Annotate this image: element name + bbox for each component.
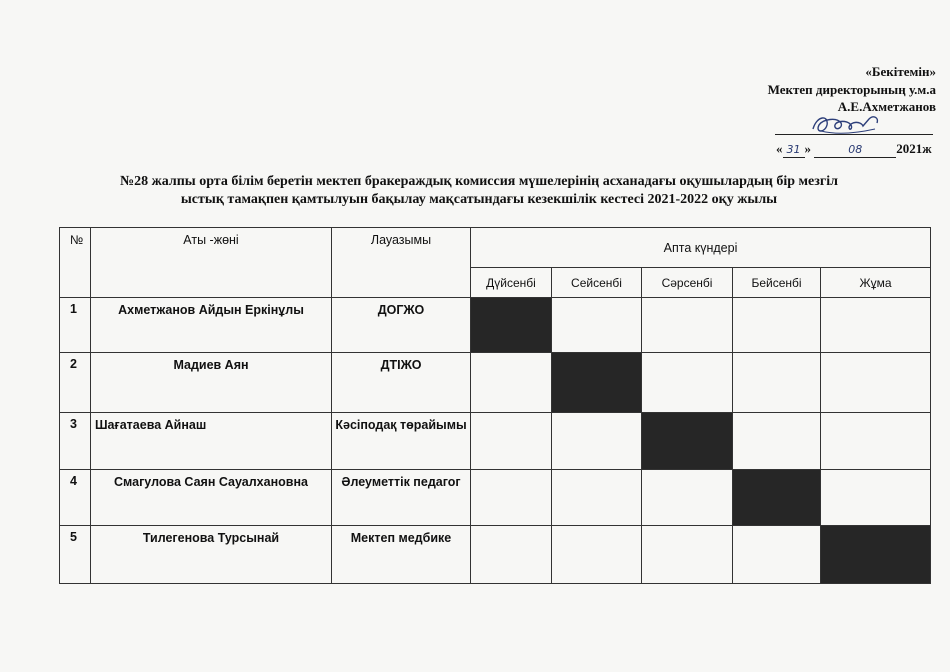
date-day: 31 [786, 143, 801, 156]
header-number: № [60, 228, 91, 298]
day-thursday: Бейсенбі [733, 268, 821, 298]
title-line-2: ыстық тамақпен қамтылуын бақылау мақсатындағы кезекшілік кестесі 2021-2022 оқу жылы [180, 191, 778, 207]
date-year: 2021ж [896, 141, 932, 156]
row-number: 2 [60, 353, 91, 413]
duty-cell [733, 353, 821, 413]
signature-icon [807, 111, 887, 139]
table-row [60, 413, 931, 470]
duty-cell [552, 298, 642, 353]
header-position: Лауазымы [332, 228, 471, 298]
duty-cell [552, 526, 642, 584]
row-number: 1 [60, 298, 91, 353]
duty-cell-assigned [642, 413, 733, 470]
duty-cell [733, 298, 821, 353]
approval-date [776, 141, 936, 158]
approval-heading: «Бекітемін» [865, 64, 936, 79]
duty-cell [821, 470, 931, 526]
row-position: Әлеуметтік педагог [332, 470, 471, 526]
duty-cell [642, 298, 733, 353]
header-row [60, 228, 931, 268]
day-wednesday: Сәрсенбі [642, 268, 733, 298]
row-position: Кәсіподақ төрайымы [332, 413, 471, 470]
approval-role: Мектеп директорының у.м.а [767, 81, 936, 97]
date-month-field [814, 141, 896, 158]
duty-cell [821, 413, 931, 470]
duty-cell [642, 353, 733, 413]
duty-cell [552, 470, 642, 526]
duty-cell [821, 298, 931, 353]
row-position: ДТІЖО [332, 353, 471, 413]
duty-cell [552, 413, 642, 470]
duty-cell [733, 526, 821, 584]
date-day-field [783, 141, 805, 158]
day-tuesday: Сейсенбі [552, 268, 642, 298]
duty-cell [471, 353, 552, 413]
row-name: Ахметжанов Айдын Еркінұлы [91, 298, 332, 353]
row-position: Мектеп медбике [332, 526, 471, 584]
table-row [60, 353, 931, 413]
duty-cell [471, 470, 552, 526]
row-number: 4 [60, 470, 91, 526]
header-name: Аты -жөні [91, 228, 332, 298]
approval-block [696, 63, 936, 116]
duty-cell [471, 526, 552, 584]
date-month: 08 [848, 143, 863, 156]
duty-schedule-table [59, 227, 931, 584]
date-open-quote: « [776, 141, 783, 156]
duty-cell-assigned [821, 526, 931, 584]
row-name: Тилегенова Турсынай [91, 526, 332, 584]
day-monday: Дүйсенбі [471, 268, 552, 298]
duty-cell-assigned [552, 353, 642, 413]
table-row [60, 298, 931, 353]
row-name: Мадиев Аян [91, 353, 332, 413]
row-number: 3 [60, 413, 91, 470]
duty-cell [471, 413, 552, 470]
duty-cell-assigned [733, 470, 821, 526]
row-position: ДОГЖО [332, 298, 471, 353]
row-name: Смагулова Саян Сауалхановна [91, 470, 332, 526]
date-close-quote: » [804, 141, 811, 156]
duty-cell [642, 470, 733, 526]
approval-person: А.Е.Ахметжанов [837, 99, 936, 114]
duty-cell [733, 413, 821, 470]
signature-line [775, 117, 933, 139]
row-name: Шағатаева Айнаш [91, 413, 332, 470]
duty-cell [821, 353, 931, 413]
table-row [60, 526, 931, 584]
duty-cell-assigned [471, 298, 552, 353]
duty-cell [642, 526, 733, 584]
day-friday: Жұма [821, 268, 931, 298]
row-number: 5 [60, 526, 91, 584]
document-title [60, 173, 898, 208]
table-row [60, 470, 931, 526]
header-week-days: Апта күндері [471, 228, 931, 268]
title-line-1: №28 жалпы орта білім беретін мектеп бракераждық комиссия мүшелерінің асханадағы оқушылардың бір мезгіл [120, 174, 838, 189]
